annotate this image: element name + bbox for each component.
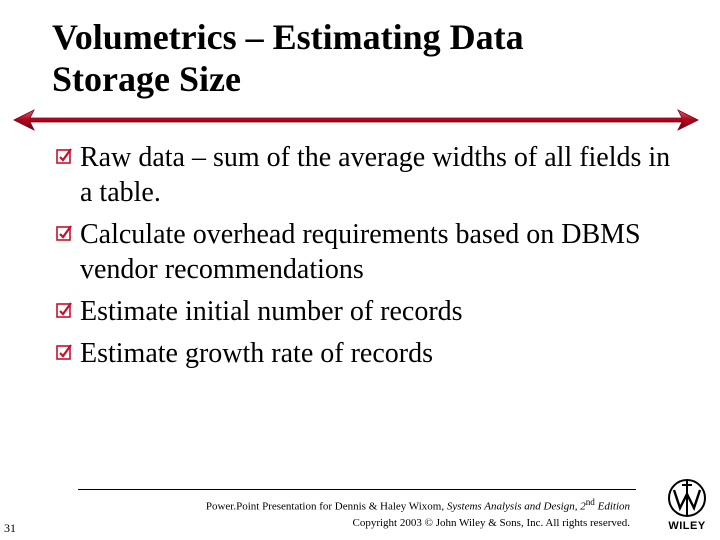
bullet-item <box>52 140 672 210</box>
slide-number: 31 <box>4 521 16 535</box>
footer-citation <box>110 494 630 531</box>
bullet-text: Raw data – sum of the average widths of all fields in a table. <box>80 142 671 208</box>
checkbox-icon <box>55 301 73 319</box>
bullet-text: Estimate initial number of records <box>80 296 463 327</box>
checkbox-icon <box>55 224 73 242</box>
bullet-item <box>52 217 672 287</box>
bullet-item <box>52 336 672 371</box>
footer-book-title: Systems Analysis and Design, 2 <box>446 500 586 513</box>
bullet-text: Estimate growth rate of records <box>80 338 433 369</box>
slide-title-line-1: Volumetrics – Estimating Data <box>52 17 524 57</box>
bullet-list <box>52 140 672 378</box>
footer-edition-superscript: nd <box>585 497 595 507</box>
logo-wordmark: WILEY <box>668 520 706 532</box>
footer-divider <box>78 489 636 490</box>
checkbox-icon <box>55 343 73 361</box>
bullet-item <box>52 294 672 329</box>
footer-edition: Edition <box>594 500 630 513</box>
footer-citation-line-1 <box>110 494 630 515</box>
footer-copyright: Copyright 2003 © John Wiley & Sons, Inc. All rights reserved. <box>352 516 630 529</box>
bullet-text: Calculate overhead requirements based on DBMS vendor recommendations <box>80 219 641 285</box>
slide-title <box>52 16 672 100</box>
checkbox-icon <box>55 147 73 165</box>
double-arrow-divider-icon <box>12 107 700 133</box>
footer-prefix: Power.Point Presentation for Dennis & Haley Wixom, <box>205 500 447 513</box>
wiley-logo <box>662 476 712 534</box>
slide-title-line-2: Storage Size <box>52 59 241 99</box>
wiley-emblem-icon <box>662 476 712 520</box>
